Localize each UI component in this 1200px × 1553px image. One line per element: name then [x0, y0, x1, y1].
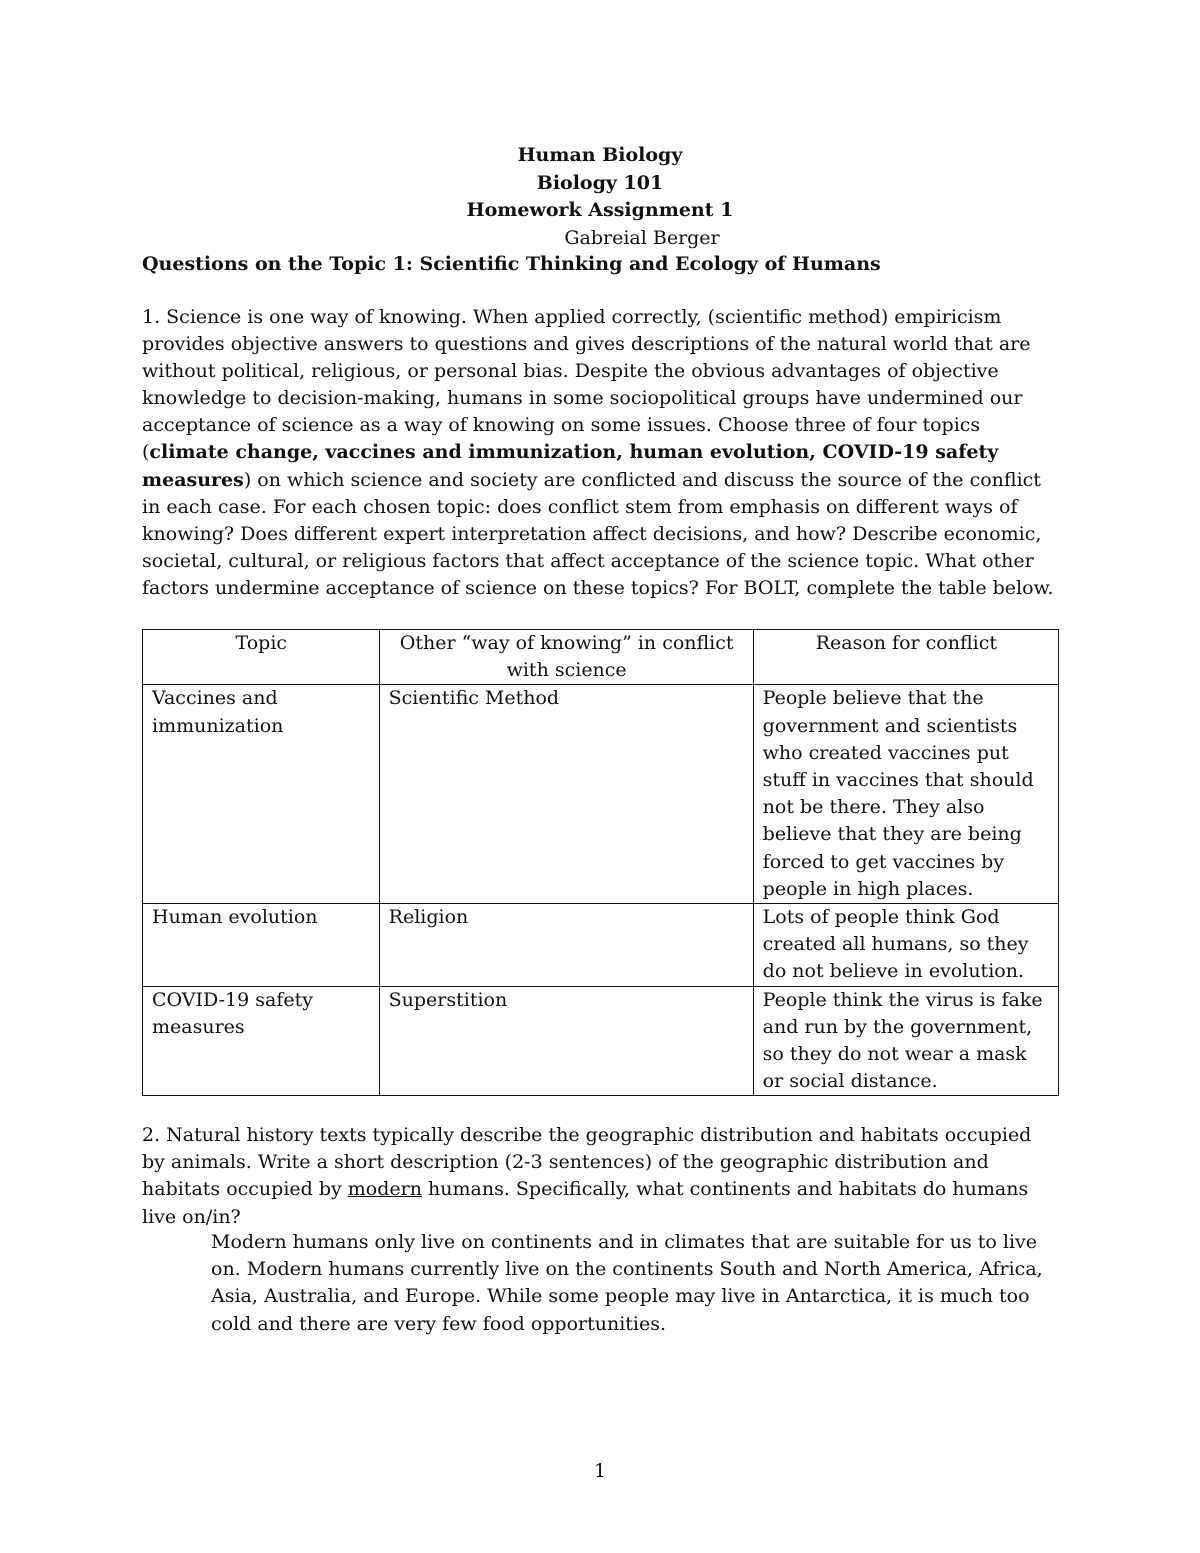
- cell-reason: Lots of people think God created all humans, so they do not believe in evolution.: [753, 904, 1058, 987]
- table-header-row: [143, 630, 1059, 685]
- cell-way-of-knowing: Religion: [379, 904, 753, 987]
- answer-2: Modern humans only live on continents and in climates that are suitable for us to live on. Modern humans currently live on the continents South and North America, Africa, Asia, Australia, and Europe. While some people may live in Antarctica, it is much too cold and there are very few food opportunities.: [211, 1231, 1043, 1335]
- author-name: Gabreial Berger: [564, 226, 720, 249]
- cell-topic: Human evolution: [143, 904, 380, 987]
- question-1-rest: ) on which science and society are conflicted and discuss the source of the conflict in each case. For each chosen topic: does conflict stem from emphasis on different ways of knowing? Does different expert interpretation affect decisions, and how? Describe economic, societal, cultural, or religious factors that affect acceptance of the science topic. What other factors undermine acceptance of science on these topics? For BOLT, complete the table below.: [142, 468, 1054, 599]
- column-header-way-of-knowing: Other “way of knowing” in conflict with science: [379, 630, 753, 685]
- cell-topic: COVID-19 safety measures: [143, 986, 380, 1096]
- conflict-table: [142, 629, 1059, 1096]
- cell-topic: Vaccines and immunization: [143, 685, 380, 904]
- cell-way-of-knowing: Scientific Method: [379, 685, 753, 904]
- assignment-title: Homework Assignment 1: [466, 199, 734, 221]
- question-1-topics: climate change, vaccines and immunization, human evolution, COVID-19 safety measures: [142, 441, 999, 491]
- document-header: [142, 142, 1058, 252]
- cell-reason: People think the virus is fake and run by the government, so they do not wear a mask or social distance.: [753, 986, 1058, 1096]
- question-2-after: humans. Specifically, what continents and habitats do humans live on/in?: [142, 1178, 1029, 1228]
- question-2-before: 2. Natural history texts typically describe the geographic distribution and habitats occupied by animals. Write a short description (2-3 sentences) of the geographic distribution and habitats occupied by: [142, 1124, 1032, 1201]
- page-number: 1: [593, 1460, 607, 1482]
- question-2: [142, 1122, 1060, 1231]
- course-title: Human Biology: [517, 144, 683, 166]
- cell-reason: People believe that the government and scientists who created vaccines put stuff in vaccines that should not be there. They also believe that they are being forced to get vaccines by people in high places.: [753, 685, 1058, 904]
- topic-heading: Questions on the Topic 1: Scientific Thinking and Ecology of Humans: [142, 253, 881, 275]
- question-1-intro: 1. Science is one way of knowing. When applied correctly, (scientific method) empiricism provides objective answers to questions and gives descriptions of the natural world that are without political, religious, or personal bias. Despite the obvious advantages of objective knowledge to decision-making, humans in some sociopolitical groups have undermined our acceptance of science as a way of knowing on some issues. Choose three of four topics (: [142, 306, 1031, 464]
- question-1: [142, 304, 1060, 602]
- cell-way-of-knowing: Superstition: [379, 986, 753, 1096]
- table-row: [143, 986, 1059, 1096]
- column-header-topic: Topic: [143, 630, 380, 685]
- column-header-reason: Reason for conflict: [753, 630, 1058, 685]
- course-code: Biology 101: [536, 171, 664, 194]
- table-row: [143, 685, 1059, 904]
- question-2-underlined: modern: [347, 1178, 422, 1201]
- table-row: [143, 904, 1059, 987]
